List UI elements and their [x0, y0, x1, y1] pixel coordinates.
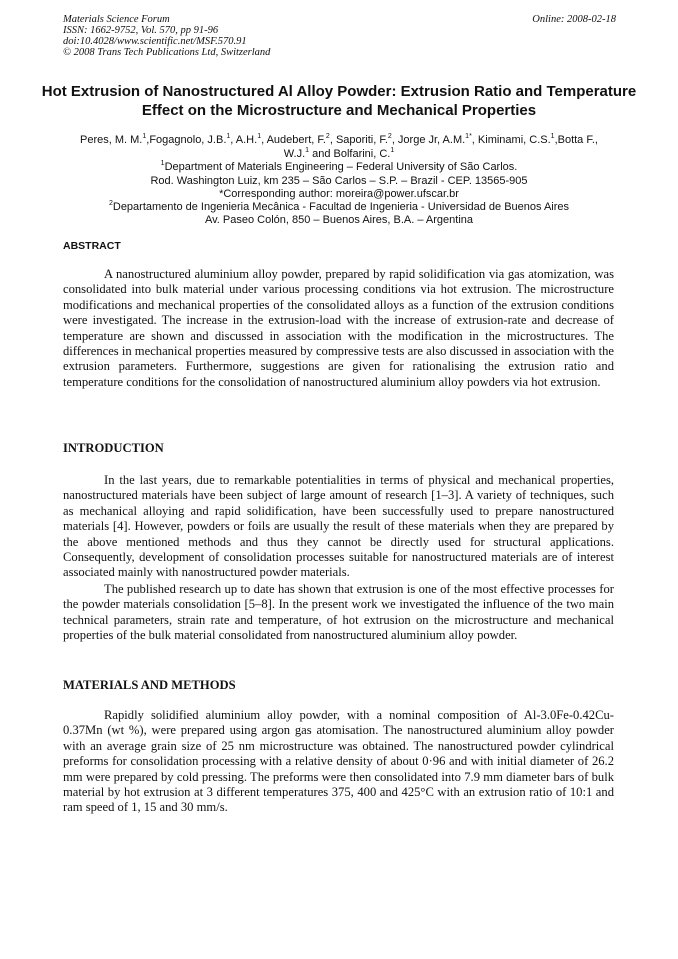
author-name: ,Fogagnolo, J.B. [146, 134, 227, 146]
author-affiliation-mark: 1 [226, 133, 231, 140]
affiliation-text: Department of Materials Engineering – Federal University of São Carlos. [164, 161, 518, 173]
online-date: Online: 2008-02-18 [532, 14, 616, 25]
author-name: , Saporiti, F. [329, 134, 388, 146]
journal-issn: ISSN: 1662-9752, Vol. 570, pp 91-96 [63, 25, 219, 36]
author-name: , Kiminami, C.S. [471, 134, 551, 146]
abstract-text: A nanostructured aluminium alloy powder, prepared by rapid solidification via gas atomization, was consolidated into bulk material under various processing conditions via hot extrusion. The microstructure modifications and mechanical properties of the consolidated alloys as a function of the extrusion conditions were investigated. The increase in the extrusion-load with the increase of extrusion-rate and decrease of temperature are shown and discussed in association with the modification in the microstructures. The differences in mechanical properties measured by compressive tests are also discussed in association with the extrusion parameters. Furthermore, suggestions are given for rationalising the extrusion ratio and temperature conditions for the consolidation of nanostructured aluminium alloy powders via hot extrusion. [63, 267, 614, 389]
author-affiliation-mark: 1 [550, 133, 555, 140]
journal-header [63, 14, 270, 58]
affiliation-text: Departamento de Ingenieria Mecânica - Facultad de Ingenieria - Universidad de Buenos Aires [112, 201, 570, 213]
methods-heading: MATERIALS AND METHODS [63, 678, 236, 692]
author-name: Peres, M. M. [80, 134, 143, 146]
affiliation-1-address: Rod. Washington Luiz, km 235 – São Carlos – S.P. – Brazil - CEP. 13565-905 [150, 175, 528, 187]
author-name: and Bolfarini, C. [309, 148, 391, 160]
affiliation-1 [40, 160, 638, 174]
journal-copyright: © 2008 Trans Tech Publications Ltd, Switzerland [63, 47, 271, 58]
methods-paragraph-1: Rapidly solidified aluminium alloy powder, with a nominal composition of Al-3.0Fe-0.42Cu-0.37Mn (wt %), were prepared using argon gas atomisation. The nanostructured aluminium alloy powder with an average grain size of 25 nm microstructure was obtained. The nanostructured powder cylindrical preforms for consolidation processing with a relative density of about 0·96 and with initial diameter of 26.2 mm were prepared by cold pressing. The preforms were then consolidated into 7.9 mm diameter bars of bulk material by hot extrusion at 3 different temperatures 375, 400 and 425°C with an extrusion ratio of 10:1 and ram speed of 1, 15 and 30 mm/s. [63, 708, 614, 815]
paper-title: Hot Extrusion of Nanostructured Al Alloy Powder: Extrusion Ratio and Temperature Effect on the Microstructure and Mechanical Properties [41, 83, 637, 119]
author-name: , Jorge Jr, A.M. [391, 134, 466, 146]
author-affiliation-mark: 1 [142, 133, 147, 140]
author-affiliation-mark: 1 [305, 147, 310, 154]
author-affiliation-mark: 2 [387, 133, 392, 140]
author-affiliation-mark: 1 [257, 133, 262, 140]
introduction-paragraph-1: In the last years, due to remarkable potentialities in terms of physical and mechanical properties, nanostructured materials have been subject of large amount of research [1–3]. A variety of techniques, such as mechanical alloying and rapid solidification, have been successfully used to prepare nanostructured materials [4]. However, powders or foils are usually the result of these materials when they are prepared by the above mentioned methods and thus they cannot be directly used for structural applications. Consequently, development of consolidation processes suitable for nanostructured materials are of interest associated mainly with nanostructured powder materials. [63, 473, 614, 580]
corresponding-author: *Corresponding author: moreira@power.ufscar.br [219, 188, 459, 200]
author-affiliation-mark: 1* [465, 133, 472, 140]
affiliation-mark: 1 [160, 160, 165, 167]
author-name: ,Botta F., W.J. [283, 134, 598, 160]
journal-name: Materials Science Forum [63, 14, 170, 25]
introduction-heading: INTRODUCTION [63, 441, 164, 455]
abstract-heading: ABSTRACT [63, 240, 121, 252]
author-name: , A.H. [230, 134, 258, 146]
introduction-paragraph-2: The published research up to date has shown that extrusion is one of the most effective processes for the powder materials consolidation [5–8]. In the present work we investigated the influence of the two main technical parameters, strain rate and temperature, of hot extrusion on the microstructure and mechanical properties of the bulk material consolidated from nanostructured aluminium alloy powder. [63, 582, 614, 643]
affiliation-2-address: Av. Paseo Colón, 850 – Buenos Aires, B.A. – Argentina [204, 214, 474, 226]
affiliation-mark: 2 [108, 200, 113, 207]
author-affiliation-mark: 1 [390, 147, 395, 154]
affiliation-2 [40, 200, 638, 214]
author-name: , Audebert, F. [261, 134, 326, 146]
journal-doi: doi:10.4028/www.scientific.net/MSF.570.91 [63, 36, 247, 47]
author-list [70, 133, 608, 161]
author-affiliation-mark: 2 [325, 133, 330, 140]
